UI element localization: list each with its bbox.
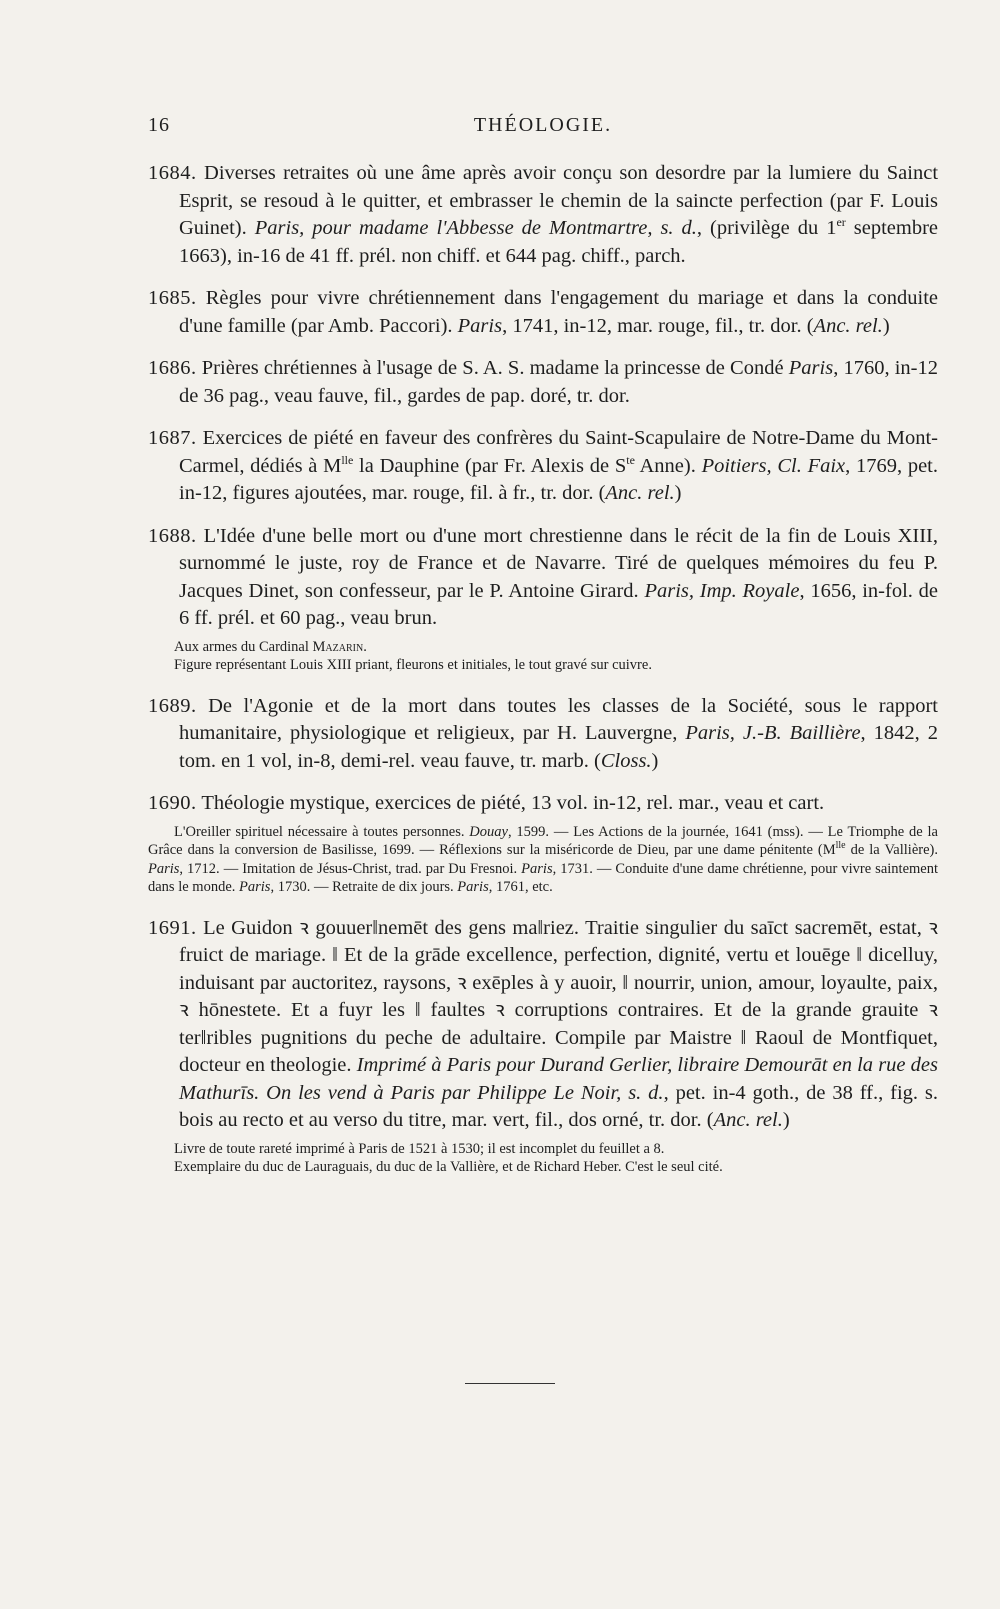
running-title: THÉOLOGIE. (473, 114, 613, 136)
note-place: Paris (457, 879, 489, 895)
note-text: Aux armes du Cardinal (174, 638, 313, 655)
entry-number: 1689. (148, 694, 197, 717)
entry-details: , 1656, in-fol. de 6 ff. prél. et 60 pag., veau brun. (179, 579, 938, 629)
entry-imprint: Paris, pour madame l'Abbesse de Montmartre, s. d. (254, 217, 697, 239)
superscript: lle (835, 840, 846, 852)
entry-details: , 1760, in-12 de 36 pag., veau fauve, fil., gardes de pap. doré, tr. dor. (179, 357, 939, 407)
note-line: Figure représentant Louis XIII priant, fleurons et initiales, le tout gravé sur cuivre. (174, 657, 652, 673)
entry-title-cont: la Dauphine (par Fr. Alexis de S (353, 454, 627, 477)
entry-details-cont: septembre 1663), in-16 de 41 ff. prél. non chiff. et 644 pag. chiff., parch. (179, 217, 939, 267)
entry-note-1688 (148, 638, 938, 675)
note-name: Mazarin. (312, 638, 367, 655)
catalog-entries (148, 160, 938, 1195)
entry-number: 1685. (148, 287, 197, 309)
entry-title: Règles pour vivre chrétiennement dans l'engagement du mariage et dans la conduite d'une famille (par Amb. Paccori). (179, 287, 938, 337)
note-text: , 1599. — Les Actions de la journée, 1641 (mss). — Le Triomphe de la Grâce dans la conversion de Basilisse, 1699. — Réflexions sur la miséricorde de Dieu, par une dame pénitente (M (148, 823, 938, 858)
page-number: 16 (148, 114, 170, 136)
entry-number: 1687. (148, 427, 197, 449)
note-text: , 1731. — Conduite d'une dame chrétienne, pour vivre saintement dans le monde. (148, 860, 938, 895)
entry-number: 1684. (148, 162, 197, 184)
note-place: Paris (521, 860, 553, 877)
closing-paren: ) (651, 749, 659, 772)
superscript: lle (341, 452, 354, 467)
closing-paren: ) (674, 482, 682, 504)
binder-name: Anc. rel. (713, 1109, 783, 1131)
note-text: , 1730. — Retraite de dix jours. (270, 879, 458, 895)
entry-number: 1691. (148, 916, 197, 939)
entry-imprint: Imprimé à Paris pour Durand Gerlier, libraire Demourāt en la rue des Mathurīs. On les vend à Paris par Philippe Le Noir, s. d. (179, 1054, 938, 1104)
entry-imprint: Paris (457, 314, 503, 337)
entry-details: , 1741, in-12, mar. rouge, fil., tr. dor. ( (502, 314, 814, 337)
closing-paren: ) (782, 1109, 790, 1131)
entry-title: Diverses retraites où une âme après avoir conçu son desordre par la lumiere du Sainct Esprit, se resoud à le quitter, et embrasser le chemin de la saincte perfection (par F. Louis Guinet). (179, 162, 939, 239)
binder-name: Anc. rel. (605, 482, 675, 504)
catalog-entry-1690 (148, 790, 938, 818)
catalog-entry-1687 (148, 425, 938, 508)
entry-details: , 1842, 2 tom. en 1 vol, in-8, demi-rel. veau fauve, tr. marb. ( (179, 722, 939, 772)
binder-name: Anc. rel. (813, 314, 883, 337)
catalog-entry-1686 (148, 355, 938, 410)
entry-imprint: Paris (788, 357, 834, 379)
entry-number: 1690. (148, 792, 197, 814)
entry-number: 1688. (148, 524, 197, 547)
note-place: Paris (148, 860, 180, 877)
entry-imprint: Poitiers, Cl. Faix (701, 454, 846, 477)
note-text: , 1712. — Imitation de Jésus-Christ, trad. par Du Fresnoi. (179, 860, 522, 877)
note-text: , 1761, etc. (488, 879, 553, 895)
entry-title: L'Idée d'une belle mort ou d'une mort chrestienne dans le récit de la fin de Louis XIII, surnommé le juste, roy de France et de Navarre. Tiré de quelques mémoires du feu P. Jacques Dinet, son confesseur, par le P. Antoine Girard. (179, 524, 938, 602)
note-place: Paris (239, 879, 271, 895)
superscript: te (626, 452, 635, 467)
entry-imprint: Paris, Imp. Royale (644, 579, 800, 602)
entry-imprint: Paris, J.-B. Baillière (685, 722, 861, 744)
catalog-entry-1688 (148, 523, 938, 633)
note-paragraph (148, 823, 938, 897)
entry-note-1691 (148, 1140, 938, 1177)
catalog-entry-1685 (148, 285, 938, 340)
page-header (148, 114, 938, 144)
note-line (148, 638, 938, 657)
note-text: L'Oreiller spirituel nécessaire à toutes personnes. (174, 823, 470, 840)
end-rule-divider (465, 1383, 555, 1384)
entry-details: , pet. in-4 goth., de 38 ff., fig. s. bois au recto et au verso du titre, mar. vert, fil., dos orné, tr. dor. ( (179, 1081, 939, 1131)
catalog-entry-1689 (148, 693, 938, 776)
entry-number: 1686. (148, 357, 197, 379)
closing-paren: ) (882, 314, 890, 337)
catalog-entry-1691 (148, 915, 938, 1135)
note-place: Douay (469, 823, 508, 840)
superscript: er (836, 215, 846, 230)
entry-details: , 1769, pet. in-12, figures ajoutées, mar. rouge, fil. à fr., tr. dor. ( (179, 454, 939, 504)
entry-title-end: Anne). (634, 454, 696, 477)
note-line: Exemplaire du duc de Lauraguais, du duc de la Vallière, et de Richard Heber. C'est le seul cité. (174, 1159, 723, 1175)
entry-title: Prières chrétiennes à l'usage de S. A. S. madame la princesse de Condé (201, 357, 784, 379)
entry-title: Exercices de piété en faveur des confrères du Saint-Scapulaire de Notre-Dame du Mont-Carmel, dédiés à M (179, 427, 939, 477)
note-text: de la Vallière). (845, 842, 938, 858)
entry-title: Théologie mystique, exercices de piété, 13 vol. in-12, rel. mar., veau et cart. (201, 792, 825, 814)
entry-title: Le Guidon ꝛ gouuer‖nemēt des gens ma‖riez. Traitie singulier du saīct sacremēt, estat, ꝛ fruict de mariage. ‖ Et de la grāde excellence, perfection, dignité, vertu et louēge ‖ dicelluy, induisant par auctoritez, raysons, ꝛ exēples à y auoir, ‖ nourrir, union, amour, loyaulte, paix, ꝛ hōnestete. Et a fuyr les ‖ faultes ꝛ corruptions contraires. Et de la grande grauite ꝛ ter‖ribles pugnitions du peche de adultaire. Compile par Maistre ‖ Raoul de Montfiquet, docteur en theologie. (179, 916, 938, 1076)
catalog-entry-1684 (148, 160, 938, 270)
entry-details: , (privilège du 1 (696, 217, 837, 239)
entry-title: De l'Agonie et de la mort dans toutes les classes de la Société, sous le rapport humanitaire, physiologique et religieux, par H. Lauvergne, (179, 694, 938, 744)
note-line: Livre de toute rareté imprimé à Paris de 1521 à 1530; il est incomplet du feuillet a 8. (174, 1140, 665, 1157)
binder-name: Closs. (600, 749, 652, 772)
entry-note-1690 (148, 823, 938, 897)
